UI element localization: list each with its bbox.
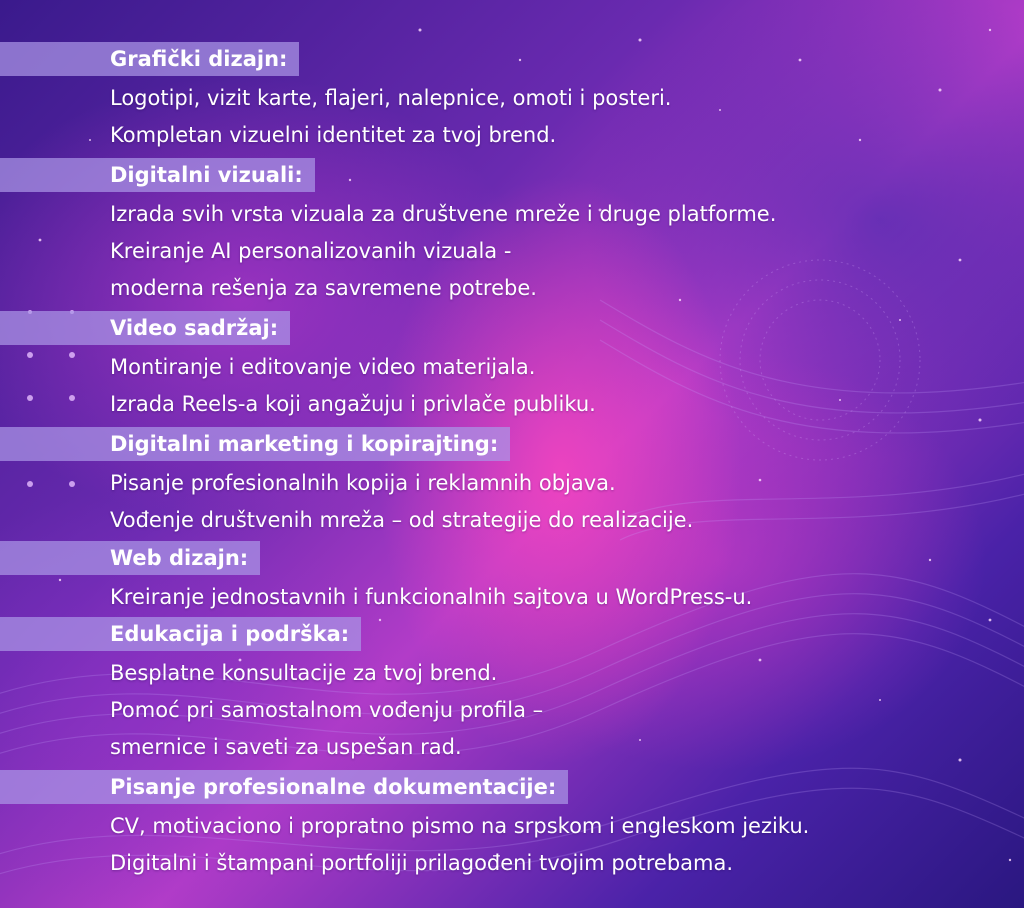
section-heading: Grafički dizajn: bbox=[0, 42, 299, 76]
section-line: Montiranje i editovanje video materijala. bbox=[110, 355, 536, 379]
section-line: Pisanje profesionalnih kopija i reklamnih objava. bbox=[110, 471, 616, 495]
section-heading: Pisanje profesionalne dokumentacije: bbox=[0, 770, 568, 804]
section-heading: Web dizajn: bbox=[0, 541, 260, 575]
section-line: Vođenje društvenih mreža – od strategije do realizacije. bbox=[110, 508, 694, 532]
section-line: CV, motivaciono i propratno pismo na srpskom i engleskom jeziku. bbox=[110, 814, 810, 838]
section-line: Kreiranje jednostavnih i funkcionalnih sajtova u WordPress-u. bbox=[110, 585, 753, 609]
section-line: smernice i saveti za uspešan rad. bbox=[110, 735, 462, 759]
section-heading: Digitalni marketing i kopirajting: bbox=[0, 427, 510, 461]
section-line: Logotipi, vizit karte, flajeri, nalepnice, omoti i posteri. bbox=[110, 86, 672, 110]
section-line: Besplatne konsultacije za tvoj brend. bbox=[110, 661, 498, 685]
section-heading: Digitalni vizuali: bbox=[0, 158, 315, 192]
section-heading: Edukacija i podrška: bbox=[0, 617, 361, 651]
section-line: Izrada Reels-a koji angažuju i privlače publiku. bbox=[110, 392, 596, 416]
section-line: Kompletan vizuelni identitet za tvoj brend. bbox=[110, 123, 557, 147]
section-line: moderna rešenja za savremene potrebe. bbox=[110, 276, 537, 300]
section-heading: Video sadržaj: bbox=[0, 311, 290, 345]
section-line: Pomoć pri samostalnom vođenju profila – bbox=[110, 698, 544, 722]
section-line: Digitalni i štampani portfoliji prilagođeni tvojim potrebama. bbox=[110, 851, 734, 875]
section-line: Kreiranje AI personalizovanih vizuala - bbox=[110, 239, 512, 263]
section-line: Izrada svih vrsta vizuala za društvene mreže i druge platforme. bbox=[110, 202, 777, 226]
